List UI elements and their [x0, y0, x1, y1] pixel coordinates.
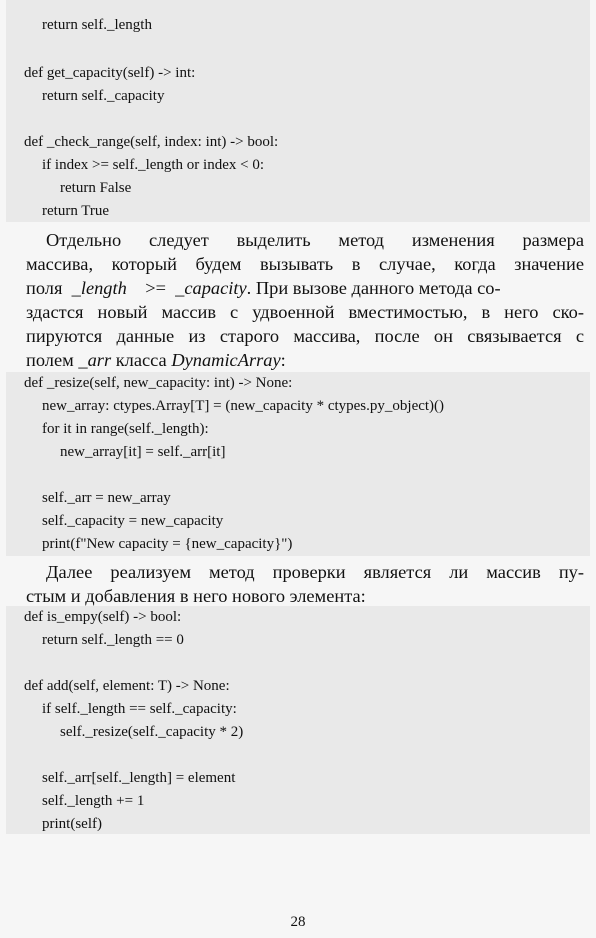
text-fragment: полем [26, 350, 74, 370]
code-line: def is_empy(self) -> bool: [24, 609, 182, 625]
code-line: def add(self, element: T) -> None: [24, 678, 230, 694]
paragraph-line: стым и добавления в него нового элемента: [26, 586, 366, 606]
paragraph-line: здастся новый массив с удвоенной вместимостью, в него ско- [26, 302, 584, 322]
paragraph-line: Далее реализуем метод проверки является ли массив пу- [46, 562, 584, 582]
identifier-capacity: _capacity [175, 278, 247, 298]
code-line: return self._length [42, 17, 152, 33]
text-fragment: . При вызове данного метода со- [246, 278, 501, 298]
code-block-resize [6, 372, 590, 556]
page-number: 28 [290, 914, 306, 930]
code-line: new_array: ctypes.Array[T] = (new_capacity * ctypes.py_object)() [42, 398, 445, 414]
paragraph-line: пируются данные из старого массива, после он связывается с [26, 326, 584, 346]
code-line: return False [60, 180, 132, 196]
identifier-dynamic-array: DynamicArray [171, 350, 281, 370]
code-block-check-range [6, 0, 590, 222]
code-line: return self._capacity [42, 88, 165, 104]
code-line: def get_capacity(self) -> int: [24, 65, 196, 81]
code-line: def _resize(self, new_capacity: int) -> None: [24, 375, 293, 391]
code-line: self._length += 1 [42, 793, 145, 809]
paragraph-line-mixed [26, 276, 584, 300]
paragraph-line-mixed [26, 348, 584, 372]
paragraph-line: Отдельно следует выделить метод изменения размера [46, 230, 584, 250]
code-line: self._arr[self._length] = element [42, 770, 236, 786]
code-line: print(self) [42, 816, 102, 832]
code-line: self._capacity = new_capacity [42, 513, 224, 529]
operator-ge: >= [145, 278, 166, 298]
text-fragment: класса [115, 350, 167, 370]
paragraph-line: массива, который будем вызывать в случае, когда значение [26, 254, 584, 274]
code-line: def _check_range(self, index: int) -> bool: [24, 134, 279, 150]
code-line: if self._length == self._capacity: [42, 701, 237, 717]
code-block-add [6, 606, 590, 834]
code-line: self._resize(self._capacity * 2) [60, 724, 244, 740]
identifier-length: _length [71, 278, 127, 298]
code-line: return True [42, 203, 110, 219]
code-line: for it in range(self._length): [42, 421, 209, 437]
identifier-arr: _arr [78, 350, 112, 370]
code-line: if index >= self._length or index < 0: [42, 157, 265, 173]
code-line: return self._length == 0 [42, 632, 184, 648]
text-fragment: поля [26, 278, 63, 298]
code-line: new_array[it] = self._arr[it] [60, 444, 226, 460]
code-line: self._arr = new_array [42, 490, 171, 506]
text-fragment: : [280, 350, 286, 370]
code-line: print(f"New capacity = {new_capacity}") [42, 536, 293, 552]
